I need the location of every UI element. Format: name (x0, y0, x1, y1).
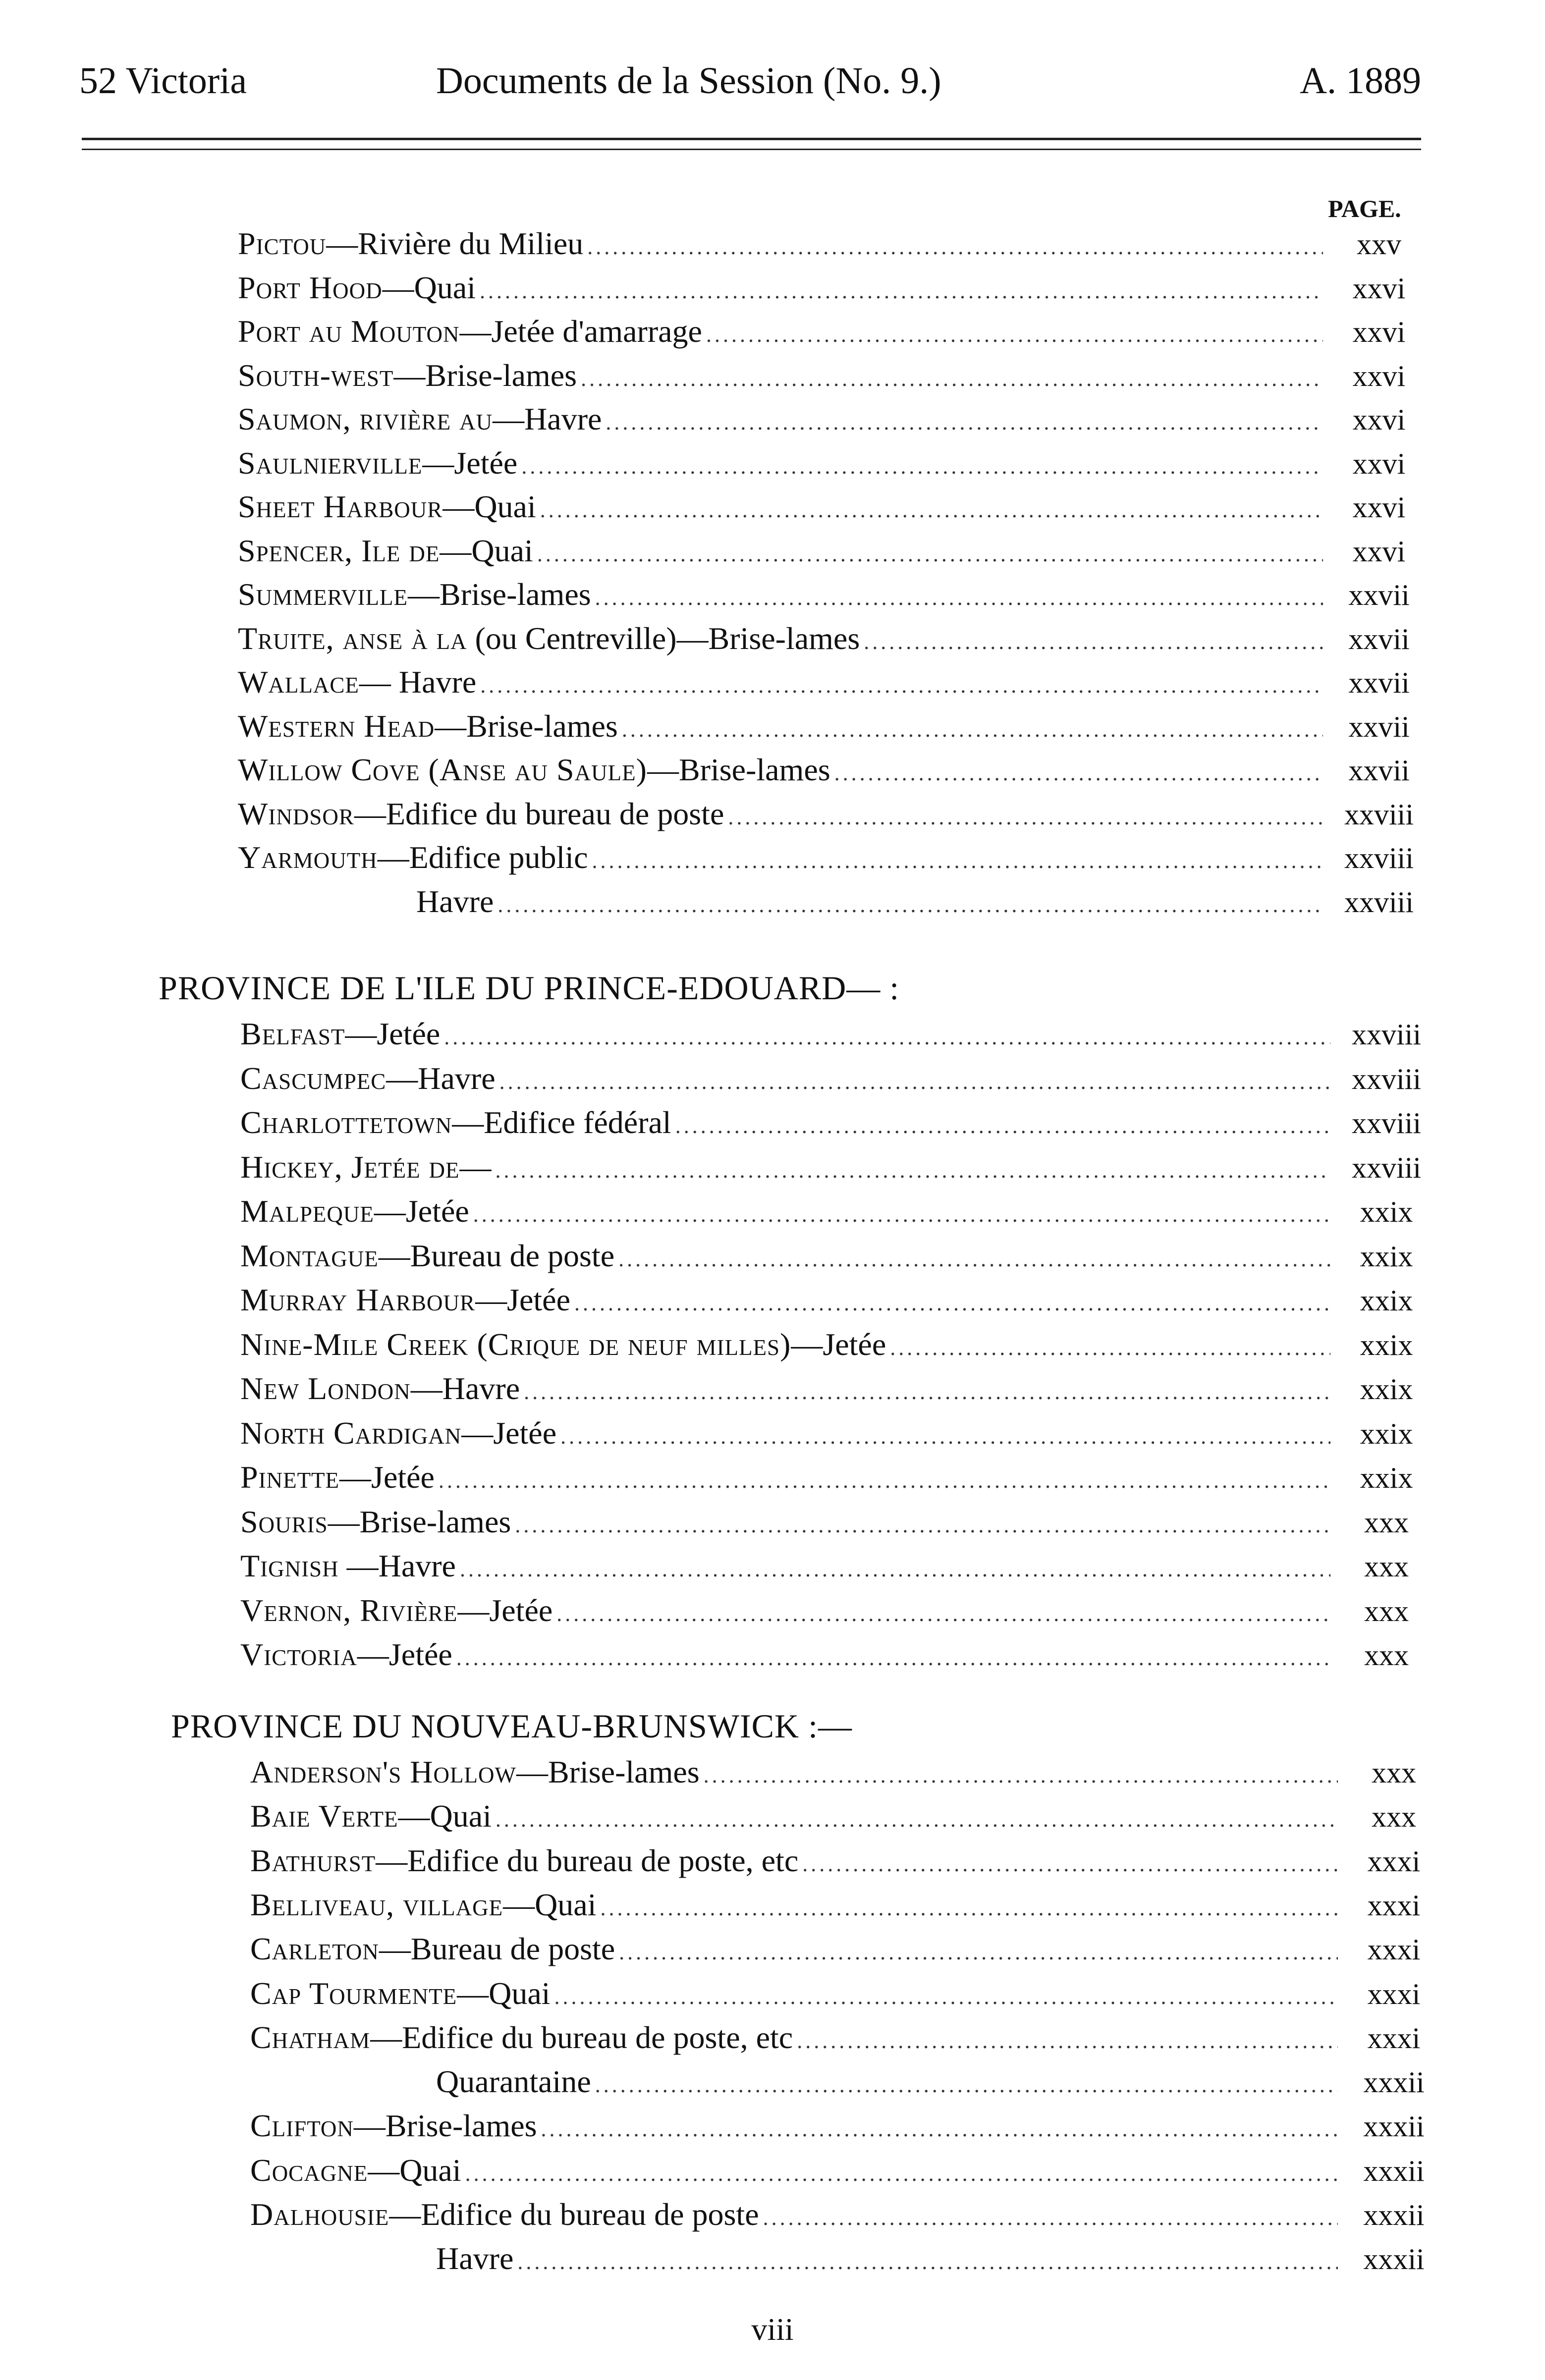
entry-text (238, 839, 588, 876)
entry-text (240, 1149, 492, 1186)
header-right: A. 1889 (1300, 60, 1421, 102)
toc-entry (240, 1326, 1438, 1371)
entry-place-name: Belfast (240, 1016, 345, 1051)
entry-text (240, 1282, 570, 1318)
dot-leader (465, 2161, 1338, 2186)
entry-page-number: xxx (1372, 1800, 1416, 1834)
header-title: Documents de la Session (No. 9.) (436, 60, 941, 102)
entry-description: —Quai (457, 1975, 551, 2011)
entry-place-name: Pinette (240, 1460, 340, 1495)
dot-leader (574, 1291, 1330, 1316)
entry-text (240, 1370, 520, 1407)
dot-leader (517, 2249, 1338, 2274)
entry-description: —Edifice du bureau de poste (354, 796, 724, 831)
entry-description: —Jetée (357, 1637, 452, 1672)
entry-text (416, 883, 494, 920)
entry-place-name: Baie Verte (250, 1798, 398, 1834)
entry-page-number: xxix (1360, 1461, 1413, 1494)
entry-text (240, 1459, 435, 1496)
entry-text (250, 1887, 596, 1923)
entry-text (436, 2063, 591, 2100)
entry-place-name: Souris (240, 1504, 328, 1539)
entry-text (240, 1415, 556, 1452)
entry-place-name: Nine-Mile Creek (Crique de neuf milles) (240, 1326, 791, 1362)
entry-place-name: Port au Mouton (238, 314, 460, 349)
entry-page-number: xxxi (1367, 1933, 1421, 1966)
dot-leader (592, 848, 1323, 873)
entry-description: —Rivière du Milieu (326, 226, 584, 261)
dot-leader (728, 805, 1323, 830)
entry-text (240, 1636, 452, 1673)
dot-leader (834, 760, 1323, 786)
entry-description: —Jetée (461, 1415, 557, 1451)
entry-place-name: Port Hood (238, 270, 383, 305)
entry-place-name: Windsor (238, 796, 354, 831)
dot-leader (524, 1379, 1330, 1405)
header-left: 52 Victoria (79, 60, 247, 102)
entry-page-number: xxix (1360, 1284, 1413, 1317)
entry-page-number: xxxi (1367, 1844, 1421, 1878)
entry-text (250, 1842, 798, 1879)
entry-page-number: xxvi (1352, 403, 1406, 436)
entry-place-name: New London (240, 1371, 411, 1406)
toc-entry (240, 1415, 1438, 1460)
entry-text (240, 1016, 440, 1052)
dot-leader (587, 234, 1323, 260)
entry-place-name: Murray Harbour (240, 1282, 476, 1317)
dot-leader (622, 717, 1323, 742)
entry-page-number: xxxii (1363, 2066, 1425, 2099)
toc-entry (250, 1842, 1446, 1887)
entry-text (250, 2152, 461, 2189)
toc-entry (240, 1238, 1438, 1282)
entry-page-number: xxvi (1352, 316, 1406, 348)
dot-leader (480, 278, 1323, 304)
entry-page-number: xxvi (1352, 271, 1406, 305)
dot-leader (763, 2205, 1338, 2230)
entry-text (250, 2019, 793, 2056)
entry-text (250, 2196, 759, 2233)
toc-entry (240, 1370, 1438, 1415)
entry-description: —Bureau de poste (379, 1931, 615, 1967)
section-heading-new-brunswick: PROVINCE DU NOUVEAU-BRUNSWICK :— (171, 1707, 852, 1745)
toc-entry (250, 2019, 1446, 2064)
page-column-label: PAGE. (1328, 195, 1401, 222)
toc-entry (240, 1104, 1438, 1149)
entry-page-number: xxviii (1344, 842, 1414, 874)
dot-leader (497, 892, 1323, 918)
entry-description: (ou Centreville)—Brise-lames (467, 620, 860, 656)
toc-entry (240, 1060, 1438, 1105)
dot-leader (802, 1851, 1338, 1877)
toc-entry (250, 1798, 1446, 1842)
toc-entry (238, 445, 1431, 489)
dot-leader (797, 2028, 1338, 2054)
entry-text (238, 357, 577, 394)
entry-page-number: xxxi (1367, 2021, 1421, 2055)
entry-description: —Brise-lames (647, 752, 830, 787)
toc-entry (250, 1754, 1446, 1798)
toc-entry (240, 1459, 1438, 1504)
page-number-footer: viii (751, 2312, 794, 2347)
entry-page-number: xxvi (1352, 447, 1406, 480)
entry-page-number: xxxii (1363, 2243, 1425, 2276)
entry-text (238, 225, 583, 262)
toc-entry (436, 2063, 1446, 2108)
dot-leader (581, 366, 1323, 391)
toc-entry (238, 708, 1431, 753)
entry-page-number: xxvi (1352, 491, 1406, 524)
toc-entry (240, 1636, 1438, 1681)
entry-page-number: xxix (1360, 1328, 1413, 1361)
entry-description: —Brise-lames (435, 708, 618, 744)
entry-description: —Edifice public (377, 840, 588, 875)
section-heading-pei: PROVINCE DE L'ILE DU PRINCE-EDOUARD— : (159, 969, 900, 1007)
entry-description: — Havre (359, 664, 477, 700)
entry-page-number: xxxi (1367, 1977, 1421, 2010)
entry-page-number: xxxii (1363, 2154, 1425, 2187)
dot-leader (606, 410, 1323, 435)
entry-description: —Quai (398, 1798, 492, 1834)
entry-description: —Jetée (422, 445, 518, 481)
entry-text (238, 752, 830, 788)
entry-description: —Edifice du bureau de poste, etc (376, 1842, 799, 1878)
entry-page-number: xxvi (1352, 359, 1406, 392)
toc-entry (250, 2152, 1446, 2197)
dot-leader (618, 1246, 1330, 1272)
entry-place-name: Belliveau, village (250, 1887, 503, 1922)
entry-text (250, 1754, 700, 1790)
dot-leader (704, 1763, 1338, 1788)
entry-text (240, 1326, 886, 1363)
toc-entry (238, 839, 1431, 884)
entry-description: —Quai (440, 533, 533, 568)
entry-page-number: xxix (1360, 1195, 1413, 1228)
entry-description: —Jetée (339, 1460, 435, 1495)
running-header (79, 59, 1421, 114)
entry-place-name: Dalhousie (250, 2197, 389, 2232)
entry-description: —Jetée (345, 1016, 441, 1051)
entry-place-name: Vernon, Rivière (240, 1592, 458, 1628)
entry-description: —Quai (442, 489, 536, 524)
dot-leader (864, 629, 1323, 654)
dot-leader (456, 1645, 1330, 1671)
toc-entry (238, 664, 1431, 708)
toc-entry (250, 2196, 1446, 2241)
entry-page-number: xxviii (1344, 885, 1414, 919)
toc-entry (238, 488, 1431, 533)
entry-text (238, 313, 702, 350)
toc-entry (250, 2108, 1446, 2152)
entry-place-name: Anderson's Hollow (250, 1754, 516, 1789)
entry-page-number: xxviii (1351, 1151, 1421, 1184)
toc-entry (238, 357, 1431, 402)
entry-text (238, 533, 533, 569)
toc-entry (238, 225, 1431, 270)
dot-leader (460, 1557, 1330, 1582)
toc-entry (240, 1548, 1438, 1592)
dot-leader (595, 585, 1323, 610)
entry-text (238, 401, 602, 437)
toc-entry (238, 752, 1431, 796)
dot-leader (480, 673, 1323, 698)
dot-leader (554, 1984, 1338, 2009)
entry-description: —Brise-lames (328, 1504, 511, 1539)
entry-place-name: Chatham (250, 2019, 371, 2055)
entry-text (250, 1931, 615, 1967)
entry-page-number: xxxi (1367, 1889, 1421, 1922)
entry-description: —Jetée (457, 1592, 553, 1628)
dot-leader (515, 1513, 1330, 1538)
entry-description: —Havre (493, 401, 602, 436)
dot-leader (595, 2072, 1338, 2098)
entry-text (240, 1504, 511, 1540)
toc-entry (436, 2240, 1446, 2285)
entry-page-number: xxviii (1351, 1018, 1421, 1051)
entry-text (240, 1060, 496, 1097)
entry-text (238, 708, 618, 745)
entry-page-number: xxx (1364, 1639, 1409, 1672)
entry-page-number: xxviii (1351, 1062, 1421, 1095)
entry-description: —Havre (338, 1548, 456, 1583)
entry-description: —Edifice du bureau de poste, etc (370, 2019, 793, 2055)
toc-entry (250, 1931, 1446, 1975)
entry-page-number: xxix (1360, 1417, 1413, 1450)
entry-text (240, 1548, 456, 1584)
entry-page-number: xxvii (1348, 666, 1410, 699)
entry-description: —Jetée (374, 1193, 469, 1229)
entry-place-name: Willow Cove (Anse au Saule) (238, 752, 647, 787)
dot-leader (540, 497, 1323, 523)
entry-place-name: Cocagne (250, 2152, 368, 2188)
toc-entry (240, 1592, 1438, 1637)
entry-page-number: xxviii (1344, 798, 1414, 831)
entry-place-name: Western Head (238, 708, 435, 744)
toc-entry (238, 270, 1431, 314)
entry-description: —Quai (503, 1887, 597, 1922)
entry-place-name: Hickey, Jetée de (240, 1149, 460, 1185)
entry-place-name: South-west (238, 357, 394, 393)
toc-entry (238, 620, 1431, 665)
dot-leader (600, 1895, 1338, 1921)
toc-entry (250, 1887, 1446, 1931)
entry-description: — (459, 1149, 492, 1185)
entry-page-number: xxvii (1348, 579, 1410, 611)
header-rule-thin (82, 149, 1421, 150)
toc-entry (240, 1193, 1438, 1238)
entry-page-number: xxix (1360, 1373, 1413, 1406)
entry-description: —Brise-lames (516, 1754, 700, 1789)
entry-description: —Havre (410, 1371, 520, 1406)
entry-description: —Quai (368, 2152, 461, 2188)
entry-description: Quarantaine (436, 2064, 591, 2100)
entry-text (238, 488, 536, 525)
entry-description: —Jetée d'amarrage (459, 314, 702, 349)
entry-text (240, 1238, 614, 1274)
entry-page-number: xxv (1357, 228, 1401, 261)
entry-place-name: Cap Tourmente (250, 1975, 457, 2011)
entry-place-name: Wallace (238, 664, 359, 700)
entry-page-number: xxvii (1348, 622, 1410, 655)
dot-leader (444, 1025, 1330, 1050)
dot-leader (560, 1424, 1330, 1449)
entry-text (240, 1592, 552, 1629)
entry-text (436, 2240, 513, 2277)
dot-leader (439, 1468, 1330, 1493)
dot-leader (496, 1807, 1338, 1832)
dot-leader (890, 1335, 1330, 1360)
toc-entry (238, 576, 1431, 621)
entry-text (238, 620, 860, 657)
entry-page-number: xxvii (1348, 754, 1410, 787)
dot-leader (537, 541, 1323, 567)
dot-leader (706, 322, 1323, 347)
entry-place-name: Tignish (240, 1548, 339, 1583)
entry-place-name: Saumon, rivière au (238, 401, 493, 436)
entry-description: —Havre (386, 1060, 496, 1096)
entry-text (240, 1104, 671, 1141)
entry-description: —Edifice du bureau de poste (389, 2197, 759, 2232)
entry-description: —Brise-lames (407, 577, 591, 612)
toc-entry (238, 796, 1431, 840)
dot-leader (541, 2116, 1338, 2142)
entry-place-name: Spencer, Ile de (238, 533, 440, 568)
toc-entry (240, 1282, 1438, 1326)
dot-leader (499, 1069, 1330, 1094)
entry-place-name: Truite, anse à la (238, 620, 467, 656)
entry-place-name: Clifton (250, 2108, 354, 2144)
entry-place-name: Sheet Harbour (238, 489, 443, 524)
entry-text (238, 445, 517, 482)
entry-place-name: Bathurst (250, 1842, 376, 1878)
dot-leader (496, 1158, 1330, 1183)
toc-entry (240, 1016, 1438, 1060)
toc-entry (238, 401, 1431, 445)
toc-entry (238, 533, 1431, 577)
entry-page-number: xxx (1364, 1550, 1409, 1583)
toc-entry (240, 1149, 1438, 1193)
entry-place-name: Cascumpec (240, 1060, 386, 1096)
entry-page-number: xxxii (1363, 2199, 1425, 2231)
toc-entry (240, 1504, 1438, 1548)
header-rule-thick (82, 138, 1421, 140)
entry-description: —Brise-lames (393, 357, 577, 393)
entry-page-number: xxx (1372, 1756, 1416, 1789)
toc-entry (416, 883, 1431, 928)
entry-description: —Jetée (791, 1326, 886, 1362)
entry-place-name: North Cardigan (240, 1415, 462, 1451)
dot-leader (675, 1113, 1330, 1138)
entry-place-name: Victoria (240, 1637, 357, 1672)
entry-text (250, 2108, 537, 2144)
entry-page-number: xxx (1364, 1594, 1409, 1627)
entry-text (238, 576, 591, 613)
entry-text (238, 796, 724, 832)
entry-text (238, 664, 476, 701)
dot-leader (556, 1601, 1330, 1626)
toc-entry (238, 313, 1431, 358)
dot-leader (473, 1202, 1330, 1227)
entry-description: Havre (416, 883, 494, 919)
entry-text (240, 1193, 469, 1230)
entry-place-name: Summerville (238, 577, 408, 612)
entry-place-name: Charlottetown (240, 1105, 452, 1140)
entry-description: —Quai (382, 270, 476, 305)
toc-entry (250, 1975, 1446, 2020)
entry-page-number: xxvii (1348, 710, 1410, 743)
entry-text (238, 270, 476, 306)
entry-page-number: xxvi (1352, 535, 1406, 568)
entry-description: Havre (436, 2241, 514, 2276)
entry-place-name: Pictou (238, 226, 327, 261)
entry-place-name: Montague (240, 1238, 379, 1273)
entry-page-number: xxviii (1351, 1107, 1421, 1139)
entry-text (250, 1798, 492, 1835)
entry-description: —Brise-lames (353, 2108, 537, 2144)
entry-description: —Bureau de poste (378, 1238, 615, 1273)
entry-place-name: Saulnierville (238, 445, 423, 481)
entry-description: —Jetée (475, 1282, 570, 1317)
entry-page-number: xxxii (1363, 2110, 1425, 2143)
dot-leader (619, 1940, 1338, 1965)
entry-description: —Edifice fédéral (452, 1105, 671, 1140)
entry-place-name: Carleton (250, 1931, 379, 1967)
entry-text (250, 1975, 551, 2012)
dot-leader (521, 454, 1323, 479)
entry-page-number: xxix (1360, 1240, 1413, 1273)
entry-page-number: xxx (1364, 1506, 1409, 1539)
entry-place-name: Yarmouth (238, 840, 378, 875)
entry-place-name: Malpeque (240, 1193, 374, 1229)
